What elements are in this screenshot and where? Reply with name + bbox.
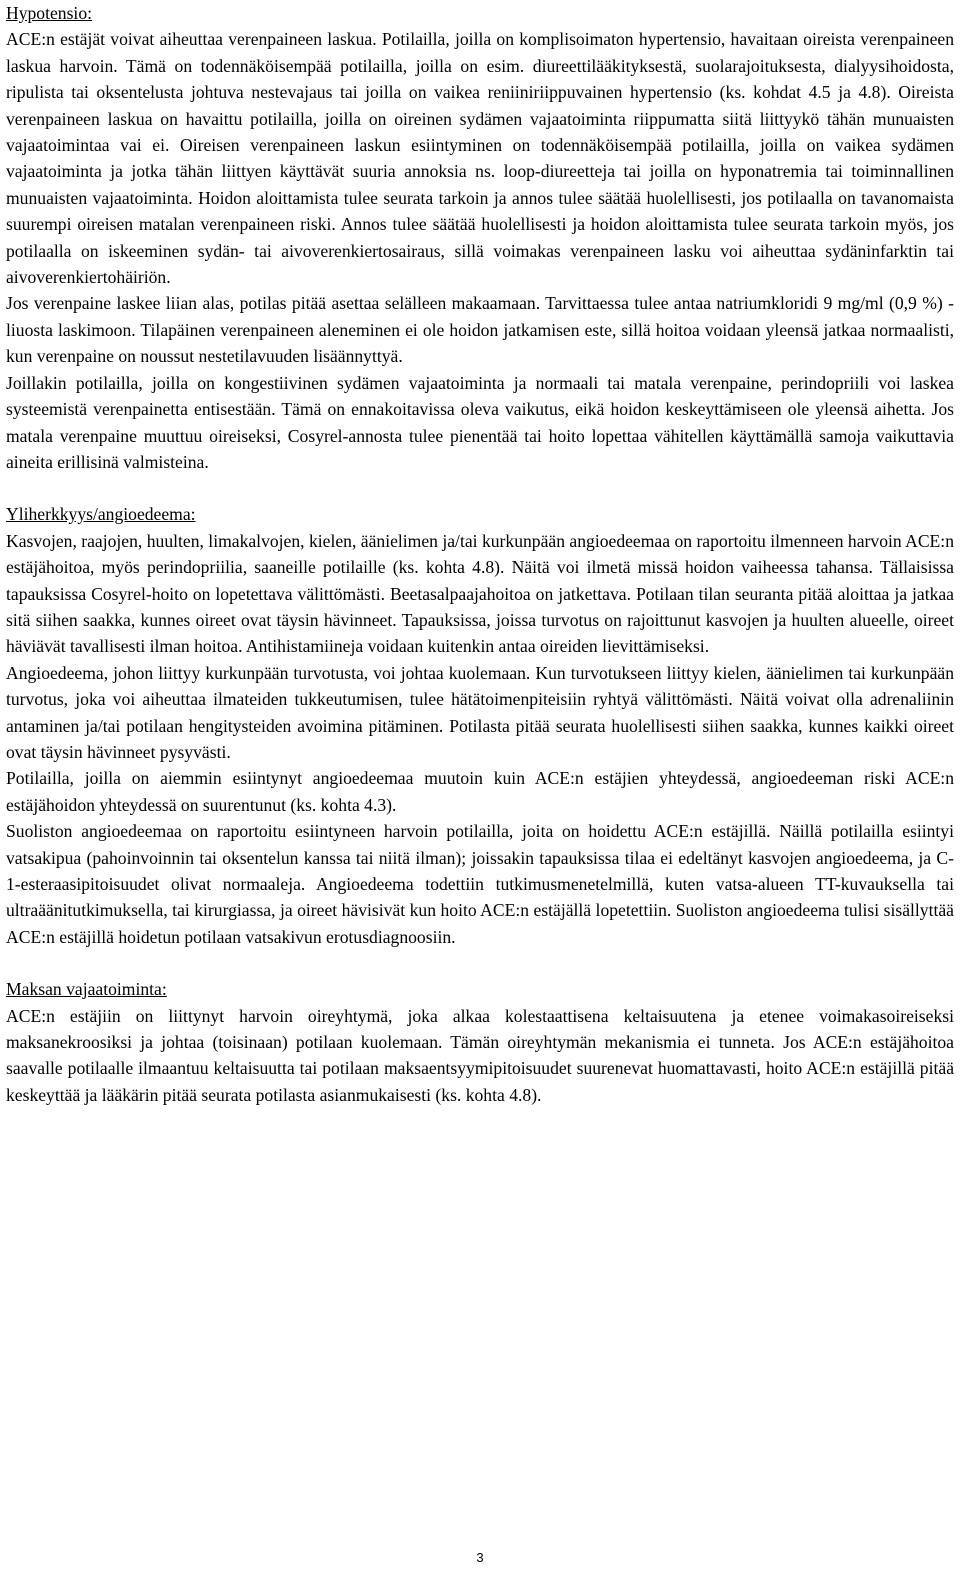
- section-hepatic-impairment: [6, 976, 954, 1108]
- paragraph: ACE:n estäjät voivat aiheuttaa verenpaineen laskua. Potilailla, joilla on komplisoimaton hypertensio, havaitaan oireista verenpaineen laskua harvoin. Tämä on todennäköisempää potilailla, joilla on esim. diureettilääkityksestä, suolarajoituksesta, dialyysihoidosta, ripulista tai oksentelusta johtuva nestevajaus tai joilla on vaikea reniiniriippuvainen hypertensio (ks. kohdat 4.5 ja 4.8). Oireista verenpaineen laskua on havaittu potilailla, joilla on oireinen sydämen vajaatoiminta riippumatta siitä liittyykö tähän munuaisten vajaatoimintaa vai ei. Oireisen verenpaineen laskun esiintyminen on todennäköisempää potilailla, joilla on vaikea sydämen vajaatoiminta ja jotka tähän liittyen käyttävät suuria annoksia ns. loop-diureetteja tai joilla on hyponatremia tai toiminnallinen munuaisten vajaatoiminta. Hoidon aloittamista tulee seurata tarkoin ja annos tulee säätää huolellisesti, jos potilaalla on tavanomaista suurempi oireisen matalan verenpaineen riski. Annos tulee säätää huolellisesti ja hoidon aloittamista tulee seurata tarkoin myös, jos potilaalla on iskeeminen sydän- tai aivoverenkiertosairaus, sillä voimakas verenpaineen lasku voi aiheuttaa sydäninfarktin tai aivoverenkiertohäiriön.: [6, 29, 954, 288]
- paragraph: Angioedeema, johon liittyy kurkunpään turvotusta, voi johtaa kuolemaan. Kun turvotukseen liittyy kielen, äänielimen tai kurkunpään turvotus, joka voi aiheuttaa ilmateiden tukkeutumisen, tulee hätätoimenpiteisiin ryhtyä välittömästi. Näitä voivat olla adrenaliinin antaminen ja/tai potilaan hengitysteiden avoimina pitäminen. Potilasta pitää seurata huolellisesti siihen saakka, kunnes kaikki oireet ovat täysin hävinneet pysyvästi.: [6, 662, 954, 762]
- section-heading: Yliherkkyys/angioedeema:: [6, 504, 196, 525]
- section-hypotension: [6, 0, 954, 475]
- document-page: [6, 0, 954, 1108]
- paragraph: Jos verenpaine laskee liian alas, potilas pitää asettaa selälleen makaamaan. Tarvittaessa tulee antaa natriumkloridi 9 mg/ml (0,9 %) -liuosta laskimoon. Tilapäinen verenpaineen aleneminen ei ole hoidon jatkamisen este, sillä hoitoa voidaan yleensä jatkaa normaalisti, kun verenpaine on noussut nestetilavuuden lisäännyttyä.: [6, 293, 954, 367]
- section-heading: Hypotensio:: [6, 3, 93, 23]
- paragraph: Kasvojen, raajojen, huulten, limakalvojen, kielen, äänielimen ja/tai kurkunpään angioedeemaa on raportoitu ilmenneen harvoin ACE:n estäjähoitoa, myös perindopriilia, saaneille potilaille (ks. kohta 4.8). Näitä voi ilmetä missä hoidon vaiheessa tahansa. Tällaisissa tapauksissa Cosyrel-hoito on lopetettava välittömästi. Beetasalpaajahoitoa on jatkettava. Potilaan tilan seuranta pitää aloittaa ja jatkaa sitä siihen saakka, kunnes oireet ovat täysin hävinneet. Tapauksissa, joissa turvotus on rajoittunut kasvojen ja huulten alueelle, oireet häviävät tavallisesti ilman hoitoa. Antihistamiineja voidaan kuitenkin antaa oireiden lievittämiseksi.: [6, 530, 954, 657]
- section-spacer: [6, 950, 954, 976]
- section-hypersensitivity: [6, 501, 954, 950]
- paragraph: Suoliston angioedeemaa on raportoitu esiintyneen harvoin potilailla, joita on hoidettu ACE:n estäjillä. Näillä potilailla esiintyi vatsakipua (pahoinvoinnin tai oksentelun kanssa tai niitä ilman); joissakin tapauksissa tilaa ei edeltänyt kasvojen angioedeema, ja C-1-esteraasipitoisuudet olivat normaaleja. Angioedeema todettiin tutkimusmenetelmillä, kuten vatsa-alueen TT-kuvauksella tai ultraäänitutkimuksella, tai kirurgiassa, ja oireet hävisivät kun hoito ACE:n estäjällä lopetettiin. Suoliston angioedeema tulisi sisällyttää ACE:n estäjillä hoidetun potilaan vatsakivun erotusdiagnoosiin.: [6, 821, 954, 947]
- paragraph: Joillakin potilailla, joilla on kongestiivinen sydämen vajaatoiminta ja normaali tai matala verenpaine, perindopriili voi laskea systeemistä verenpainetta entisestään. Tämä on ennakoitavissa oleva vaikutus, eikä hoidon keskeyttämiseen ole yleensä aihetta. Jos matala verenpaine muuttuu oireiseksi, Cosyrel-annosta tulee pienentää tai hoito lopettaa vähitellen käyttämällä samoja vaikuttavia aineita erillisinä valmisteina.: [6, 372, 954, 472]
- page-number: 3: [476, 1550, 484, 1565]
- section-spacer: [6, 475, 954, 501]
- paragraph: Potilailla, joilla on aiemmin esiintynyt angioedeemaa muutoin kuin ACE:n estäjien yhteydessä, angioedeeman riski ACE:n estäjähoidon yhteydessä on suurentunut (ks. kohta 4.3).: [6, 768, 954, 815]
- section-heading: Maksan vajaatoiminta:: [6, 979, 167, 1000]
- paragraph: ACE:n estäjiin on liittynyt harvoin oireyhtymä, joka alkaa kolestaattisena keltaisuutena ja etenee voimakasoireiseksi maksanekroosiksi ja johtaa (toisinaan) potilaan kuolemaan. Tämän oireyhtymän mekanismia ei tunneta. Jos ACE:n estäjähoitoa saavalle potilaalle ilmaantuu keltaisuutta tai potilaan maksaentsyymipitoisuudet suurenevat huomattavasti, hoito ACE:n estäjillä pitää keskeyttää ja lääkärin pitää seurata potilasta asianmukaisesti (ks. kohta 4.8).: [6, 1005, 954, 1105]
